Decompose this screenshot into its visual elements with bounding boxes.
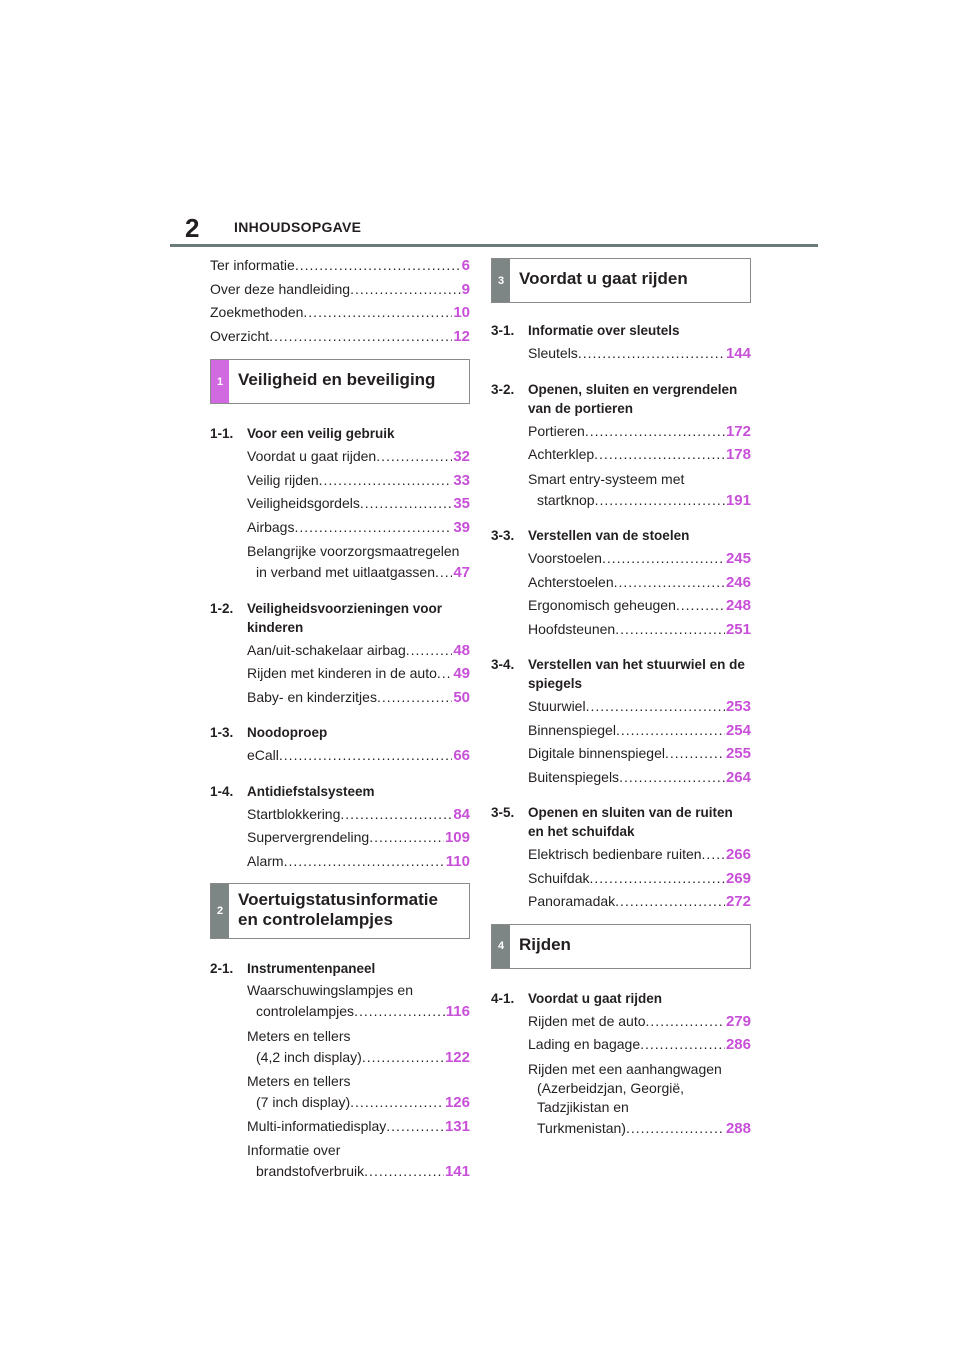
section-3-4: 3-4. Verstellen van het stuurwiel en de spiegels Stuurwiel ..... 253 Binnenspiegel ..... 254 Digitale binnenspiegel ..... 255 Buitenspiegels ..... 264 <box>491 655 751 789</box>
section-2-1: 2-1. Instrumentenpaneel Waarschuwingslampjes en controlelampjes ..... 116 Meters en tellers (4,2 inch display) ..... 122 Meters en tellers (7 inch display) ..... 126 Multi-informatiedisplay ..... 131 Informatie over brandstofverbruik ..... 141 <box>210 959 470 1184</box>
section-title: Instrumentenpaneel <box>247 961 376 976</box>
toc-entry[interactable]: Startblokkering ..... 84 <box>247 803 470 827</box>
chapter-2-box[interactable] <box>210 883 470 939</box>
chapter-title: Veiligheid en beveiliging <box>238 370 436 389</box>
toc-entry[interactable]: Portieren ..... 172 <box>528 420 751 444</box>
toc-entry[interactable]: Baby- en kinderzitjes ..... 50 <box>247 686 470 710</box>
toc-entry[interactable]: Rijden met kinderen in de auto ..... 49 <box>247 662 470 686</box>
section-title: Veiligheidsvoorzieningen voor kinderen <box>247 600 443 635</box>
chapter-3-box[interactable] <box>491 258 751 303</box>
toc-entry[interactable]: Sleutels ..... 144 <box>528 342 751 366</box>
toc-entry[interactable]: Elektrisch bedienbare ruiten ..... 266 <box>528 843 751 867</box>
section-1-4: 1-4. Antidiefstalsysteem Startblokkering ..... 84 Supervergrendeling ..... 109 Alarm ..... 110 <box>210 782 470 874</box>
toc-entry[interactable]: Overzicht ..... 12 <box>210 325 470 349</box>
chapter-title: Rijden <box>519 934 571 954</box>
section-1-2: 1-2. Veiligheidsvoorzieningen voor kinderen Aan/uit-schakelaar airbag ..... 48 Rijden met kinderen in de auto ..... 49 Baby- en kinderzitjes ..... 50 <box>210 599 470 710</box>
toc-entry[interactable]: Veilig rijden ..... 33 <box>247 469 470 493</box>
toc-column-left <box>210 254 470 1184</box>
toc-entry[interactable]: Supervergrendeling ..... 109 <box>247 826 470 850</box>
toc-entry[interactable]: Rijden met een aanhangwagen (Azerbeidzjan, Georgië, Tadzjikistan en Turkmenistan) ..... 288 <box>528 1060 751 1141</box>
chapter-tab: 3 <box>492 259 510 302</box>
toc-entry[interactable]: Informatie over brandstofverbruik ..... 141 <box>247 1141 470 1184</box>
toc-entry[interactable]: Buitenspiegels ..... 264 <box>528 766 751 790</box>
section-title: Informatie over sleutels <box>528 323 680 338</box>
section-3-3: 3-3. Verstellen van de stoelen Voorstoelen ..... 245 Achterstoelen ..... 246 Ergonomisch geheugen ..... 248 Hoofdsteunen ..... 251 <box>491 526 751 641</box>
section-title: Openen, sluiten en vergrendelen van de portieren <box>528 381 738 416</box>
toc-entry[interactable]: Veiligheidsgordels ..... 35 <box>247 492 470 516</box>
section-1-3: 1-3. Noodoproep eCall ..... 66 <box>210 723 470 768</box>
section-3-5: 3-5. Openen en sluiten van de ruiten en het schuifdak Elektrisch bedienbare ruiten ..... 266 Schuifdak ..... 269 Panoramadak ..... 272 <box>491 803 751 914</box>
chapter-tab: 4 <box>492 925 510 968</box>
toc-column-right <box>491 254 751 1140</box>
toc-entry[interactable]: eCall ..... 66 <box>247 744 470 768</box>
toc-entry[interactable]: Stuurwiel ..... 253 <box>528 695 751 719</box>
section-1-1: 1-1. Voor een veilig gebruik Voordat u gaat rijden ..... 32 Veilig rijden ..... 33 Veiligheidsgordels ..... 35 Airbags ..... 39 Belangrijke voorzorgsmaatregelen in verband met uitlaatgassen ..... 47 <box>210 424 470 585</box>
chapter-1-box[interactable] <box>210 359 470 404</box>
section-title: Voor een veilig gebruik <box>247 426 395 441</box>
toc-entry[interactable]: Schuifdak ..... 269 <box>528 867 751 891</box>
header-rule <box>170 244 818 247</box>
section-title: Verstellen van het stuurwiel en de spiegels <box>528 657 745 691</box>
toc-entry[interactable]: Lading en bagage ..... 286 <box>528 1033 751 1057</box>
toc-entry[interactable]: Voorstoelen ..... 245 <box>528 547 751 571</box>
section-title: Noodoproep <box>247 725 328 740</box>
toc-entry[interactable]: Digitale binnenspiegel ..... 255 <box>528 742 751 766</box>
toc-entry[interactable]: Alarm ..... 110 <box>247 850 470 874</box>
chapter-tab: 1 <box>211 360 229 403</box>
toc-entry[interactable]: Voordat u gaat rijden ..... 32 <box>247 445 470 469</box>
toc-entry[interactable]: Meters en tellers (4,2 inch display) ..... 122 <box>247 1027 470 1070</box>
section-title: Antidiefstalsysteem <box>247 783 375 799</box>
page-header <box>0 0 960 250</box>
section-3-1: 3-1. Informatie over sleutels Sleutels ..... 144 <box>491 321 751 366</box>
toc-entry[interactable]: Airbags ..... 39 <box>247 516 470 540</box>
toc-entry[interactable]: Zoekmethoden ..... 10 <box>210 301 470 325</box>
section-4-1: 4-1. Voordat u gaat rijden Rijden met de auto ..... 279 Lading en bagage ..... 286 Rijden met een aanhangwagen (Azerbeidzjan, Georgië, Tadzjikistan en Turkmenistan) ..... 288 <box>491 989 751 1141</box>
page-title: INHOUDSOPGAVE <box>234 219 362 235</box>
toc-entry[interactable]: Waarschuwingslampjes en controlelampjes ..... 116 <box>247 981 470 1024</box>
toc-entry[interactable]: Hoofdsteunen ..... 251 <box>528 618 751 642</box>
section-title: Openen en sluiten van de ruiten en het schuifdak <box>528 805 733 839</box>
toc-entry[interactable]: Belangrijke voorzorgsmaatregelen in verband met uitlaatgassen ..... 47 <box>247 542 470 585</box>
chapter-4-box[interactable] <box>491 924 751 969</box>
toc-entry[interactable]: Binnenspiegel ..... 254 <box>528 719 751 743</box>
chapter-title: Voordat u gaat rijden <box>519 269 688 288</box>
toc-entry[interactable]: Over deze handleiding ..... 9 <box>210 278 470 302</box>
toc-entry[interactable]: Ergonomisch geheugen ..... 248 <box>528 594 751 618</box>
chapter-title: Voertuigstatusinformatie en controlelampjes <box>238 890 438 929</box>
toc-entry[interactable]: Achterstoelen ..... 246 <box>528 571 751 595</box>
toc-entry[interactable]: Aan/uit-schakelaar airbag ..... 48 <box>247 639 470 663</box>
section-title: Verstellen van de stoelen <box>528 528 690 543</box>
toc-entry[interactable]: Rijden met de auto ..... 279 <box>528 1010 751 1034</box>
page-number: 2 <box>185 213 200 243</box>
section-3-2: 3-2. Openen, sluiten en vergrendelen van de portieren Portieren ..... 172 Achterklep ..... 178 Smart entry-systeem met startknop ..... 191 <box>491 380 751 513</box>
toc-entry[interactable]: Meters en tellers (7 inch display) ..... 126 <box>247 1072 470 1115</box>
toc-entry[interactable]: Panoramadak ..... 272 <box>528 890 751 914</box>
toc-entry[interactable]: Achterklep ..... 178 <box>528 443 751 467</box>
toc-entry[interactable]: Multi-informatiedisplay ..... 131 <box>247 1115 470 1139</box>
toc-entry[interactable]: Smart entry-systeem met startknop ..... 191 <box>528 470 751 513</box>
section-title: Voordat u gaat rijden <box>528 990 663 1006</box>
toc-entry[interactable]: Ter informatie ..... 6 <box>210 254 470 278</box>
chapter-tab: 2 <box>211 884 229 938</box>
